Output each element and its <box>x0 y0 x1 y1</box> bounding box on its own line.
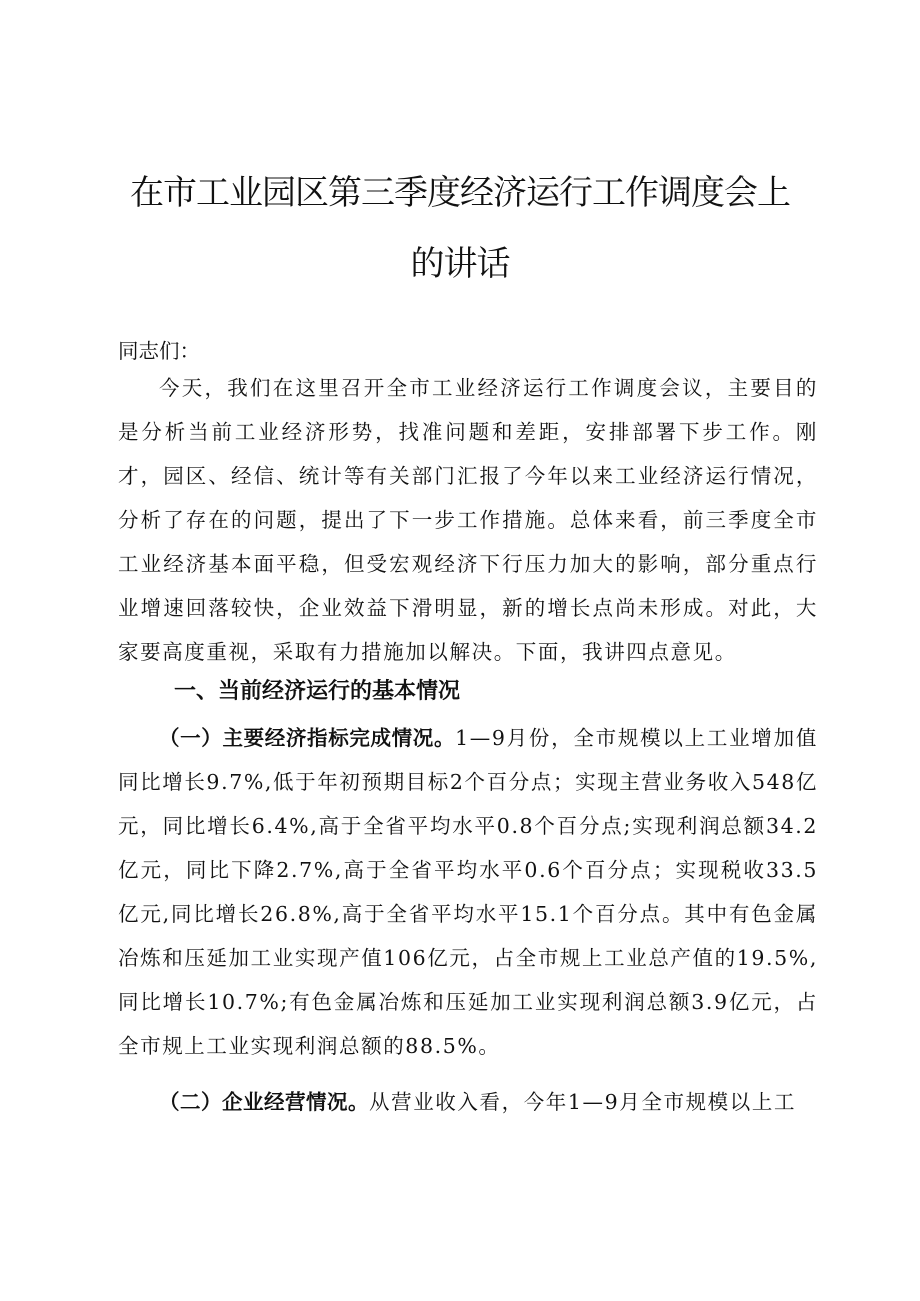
salutation: 同志们： <box>118 339 200 363</box>
subsection-1-body: 1—9月份，全市规模以上工业增加值同比增长9.7%,低于年初预期目标2个百分点；实现主营业务收入548亿元，同比增长6.4%,高于全省平均水平0.8个百分点;实现利润总额34.2亿元，同比下降2.7%,高于全省平均水平0.6个百分点；实现税收33.5亿元,同比增长26.8%,高于全省平均水平15.1个百分点。其中有色金属冶炼和压延加工业实现产值106亿元，占全市规上工业总产值的19.5%,同比增长10.7%;有色金属冶炼和压延加工业实现利润总额3.9亿元，占全市规上工业实现利润总额的88.5%。 <box>118 726 818 1058</box>
subsection-2-paragraph <box>118 1080 818 1124</box>
subsection-1-paragraph <box>118 716 818 1068</box>
document-title-line-1: 在市工业园区第三季度经济运行工作调度会上 <box>130 173 790 213</box>
subsection-2-body: 从营业收入看，今年1—9月全市规模以上工 <box>369 1090 797 1114</box>
subsection-1-lead: （一）主要经济指标完成情况。 <box>159 726 456 750</box>
intro-paragraph: 今天，我们在这里召开全市工业经济运行工作调度会议，主要目的是分析当前工业经济形势，找准问题和差距，安排部署下步工作。刚才，园区、经信、统计等有关部门汇报了今年以来工业经济运行情况，分析了存在的问题，提出了下一步工作措施。总体来看，前三季度全市工业经济基本面平稳，但受宏观经济下行压力加大的影响，部分重点行业增速回落较快，企业效益下滑明显，新的增长点尚未形成。对此，大家要高度重视，采取有力措施加以解决。下面，我讲四点意见。 <box>118 376 818 664</box>
section-heading-1: 一、当前经济运行的基本情况 <box>174 679 461 704</box>
document-title-line-2: 的讲话 <box>410 244 510 284</box>
subsection-2-lead: （二）企业经营情况。 <box>159 1090 369 1114</box>
